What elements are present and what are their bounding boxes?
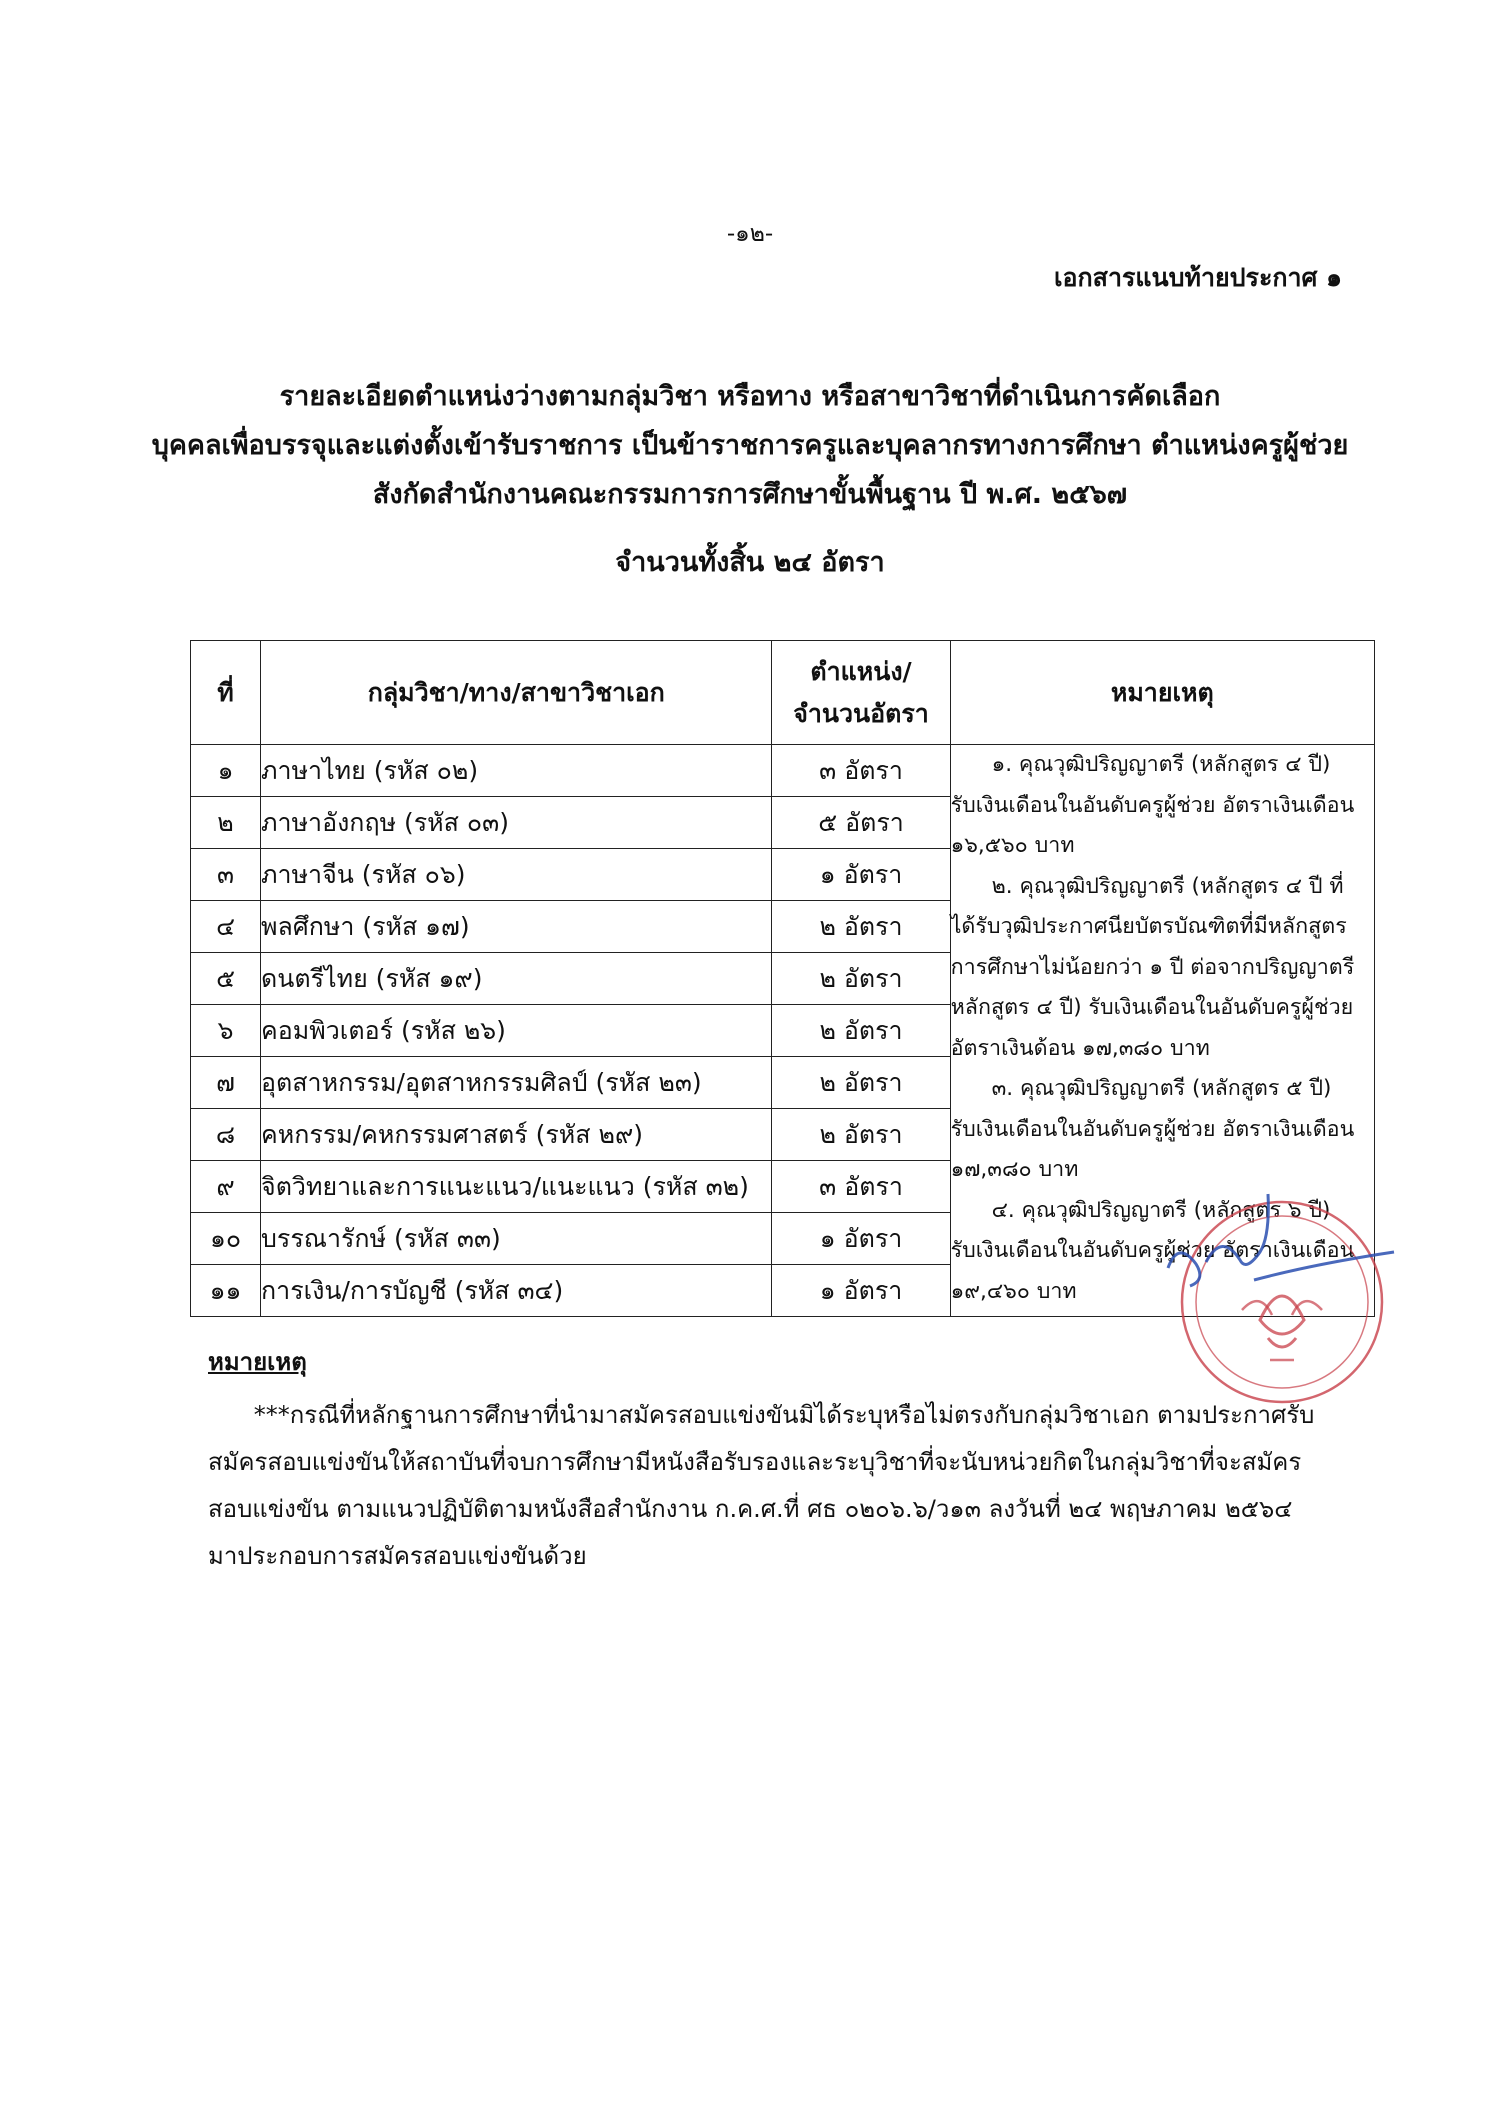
official-seal bbox=[1150, 1170, 1420, 1410]
row-count: ๓ อัตรา bbox=[772, 745, 950, 797]
remark-line: รับเงินเดือนในอันดับครูผู้ช่วย อัตราเงินเดือน bbox=[950, 1116, 1355, 1142]
note-line: ***กรณีที่หลักฐานการศึกษาที่นำมาสมัครสอบแข่งขันมิได้ระบุหรือไม่ตรงกับกลุ่มวิชาเอก ตามประกาศรับ bbox=[208, 1401, 1315, 1429]
remark-line: ๑๗,๓๘๐ บาท bbox=[950, 1157, 1079, 1182]
row-number: ๑๐ bbox=[191, 1213, 261, 1265]
remark-line: หลักสูตร ๔ ปี) รับเงินเดือนในอันดับครูผู้ช่วย bbox=[950, 995, 1354, 1020]
row-subject: คอมพิวเตอร์ (รหัส ๒๖) bbox=[261, 1005, 772, 1057]
row-count: ๑ อัตรา bbox=[772, 1213, 950, 1265]
row-count: ๒ อัตรา bbox=[772, 1109, 950, 1161]
seal-outer-ring bbox=[1182, 1202, 1382, 1402]
attachment-label: เอกสารแนบท้ายประกาศ ๑ bbox=[1053, 263, 1342, 292]
row-count: ๒ อัตรา bbox=[772, 953, 950, 1005]
remark-line: ๒. คุณวุฒิปริญญาตรี (หลักสูตร ๔ ปี ที่ bbox=[950, 873, 1344, 899]
row-subject: คหกรรม/คหกรรมศาสตร์ (รหัส ๒๙) bbox=[261, 1109, 772, 1161]
row-number: ๓ bbox=[191, 849, 261, 901]
header-count bbox=[772, 641, 950, 745]
row-count: ๓ อัตรา bbox=[772, 1161, 950, 1213]
row-number: ๗ bbox=[191, 1057, 261, 1109]
row-count: ๒ อัตรา bbox=[772, 1005, 950, 1057]
remark-line: ได้รับวุฒิประกาศนียบัตรบัณฑิตที่มีหลักสูตร bbox=[950, 914, 1347, 939]
remark-line: ๑๖,๕๖๐ บาท bbox=[950, 833, 1075, 858]
document-title bbox=[150, 372, 1350, 519]
remark-line: ๔. คุณวุฒิปริญญาตรี (หลักสูตร ๖ ปี) bbox=[950, 1197, 1331, 1223]
row-count: ๑ อัตรา bbox=[772, 849, 950, 901]
row-subject: การเงิน/การบัญชี (รหัส ๓๔) bbox=[261, 1265, 772, 1317]
row-number: ๘ bbox=[191, 1109, 261, 1161]
remark-line: รับเงินเดือนในอันดับครูผู้ช่วย อัตราเงินเดือน bbox=[950, 792, 1355, 818]
row-number: ๕ bbox=[191, 953, 261, 1005]
row-subject: ดนตรีไทย (รหัส ๑๙) bbox=[261, 953, 772, 1005]
remark-line: ๑๙,๔๖๐ บาท bbox=[950, 1278, 1077, 1304]
row-number: ๑๑ bbox=[191, 1265, 261, 1317]
row-count: ๕ อัตรา bbox=[772, 797, 950, 849]
row-subject: อุตสาหกรรม/อุตสาหกรรมศิลป์ (รหัส ๒๓) bbox=[261, 1057, 772, 1109]
row-number: ๖ bbox=[191, 1005, 261, 1057]
row-count: ๒ อัตรา bbox=[772, 901, 950, 953]
remark-line: การศึกษาไม่น้อยกว่า ๑ ปี ต่อจากปริญญาตรี bbox=[950, 954, 1355, 980]
title-line: บุคคลเพื่อบรรจุและแต่งตั้งเข้ารับราชการ เป็นข้าราชการครูและบุคลากรทางการศึกษา ตำแหน่งครูผู้ช่วย bbox=[151, 430, 1349, 461]
row-number: ๔ bbox=[191, 901, 261, 953]
total-positions: จำนวนทั้งสิ้น ๒๔ อัตรา bbox=[615, 547, 885, 578]
row-subject: จิตวิทยาและการแนะแนว/แนะแนว (รหัส ๓๒) bbox=[261, 1161, 772, 1213]
remark-line: รับเงินเดือนในอันดับครูผู้ช่วย อัตราเงินเดือน bbox=[950, 1238, 1355, 1263]
table-row bbox=[191, 745, 1375, 797]
header-no: ที่ bbox=[191, 641, 261, 745]
header-subject: กลุ่มวิชา/ทาง/สาขาวิชาเอก bbox=[261, 641, 772, 745]
note-line: สมัครสอบแข่งขันให้สถาบันที่จบการศึกษามีหนังสือรับรองและระบุวิชาที่จะนับหน่วยกิตในกลุ่มวิชาที่จะสมัคร bbox=[208, 1448, 1302, 1476]
notes-body bbox=[208, 1392, 1358, 1580]
row-count: ๑ อัตรา bbox=[772, 1265, 950, 1317]
remark-line: ๑. คุณวุฒิปริญญาตรี (หลักสูตร ๔ ปี) bbox=[950, 752, 1331, 777]
row-subject: ภาษาจีน (รหัส ๐๖) bbox=[261, 849, 772, 901]
header-count-line: จำนวนอัตรา bbox=[793, 698, 929, 728]
row-subject: พลศึกษา (รหัส ๑๗) bbox=[261, 901, 772, 953]
row-count: ๒ อัตรา bbox=[772, 1057, 950, 1109]
notes-heading: หมายเหตุ bbox=[208, 1348, 307, 1376]
seal-emblem-wings bbox=[1242, 1301, 1322, 1360]
seal-emblem bbox=[1260, 1296, 1304, 1347]
row-number: ๒ bbox=[191, 797, 261, 849]
row-number: ๑ bbox=[191, 745, 261, 797]
title-line: สังกัดสำนักงานคณะกรรมการการศึกษาขั้นพื้นฐาน ปี พ.ศ. ๒๕๖๗ bbox=[372, 479, 1128, 510]
row-subject: ภาษาอังกฤษ (รหัส ๐๓) bbox=[261, 797, 772, 849]
row-number: ๙ bbox=[191, 1161, 261, 1213]
row-subject: ภาษาไทย (รหัส ๐๒) bbox=[261, 745, 772, 797]
header-count-line: ตำแหน่ง/ bbox=[810, 656, 912, 686]
remark-line: อัตราเงินด้อน ๑๗,๓๘๐ บาท bbox=[950, 1035, 1210, 1061]
row-subject: บรรณารักษ์ (รหัส ๓๓) bbox=[261, 1213, 772, 1265]
table-header-row bbox=[191, 641, 1375, 745]
seal-inner-ring bbox=[1196, 1216, 1368, 1388]
note-line: มาประกอบการสมัครสอบแข่งขันด้วย bbox=[208, 1542, 587, 1570]
page-number: -๑๒- bbox=[726, 221, 774, 247]
title-line: รายละเอียดตำแหน่งว่างตามกลุ่มวิชา หรือทาง หรือสาขาวิชาที่ดำเนินการคัดเลือก bbox=[279, 381, 1221, 412]
note-line: สอบแข่งขัน ตามแนวปฏิบัติตามหนังสือสำนักงาน ก.ค.ศ.ที่ ศธ ๐๒๐๖.๖/ว๑๓ ลงวันที่ ๒๔ พฤษภาคม ๒๕๖๔ bbox=[208, 1495, 1293, 1523]
remark-line: ๓. คุณวุฒิปริญญาตรี (หลักสูตร ๕ ปี) bbox=[950, 1076, 1332, 1101]
header-remark: หมายเหตุ bbox=[950, 641, 1374, 745]
